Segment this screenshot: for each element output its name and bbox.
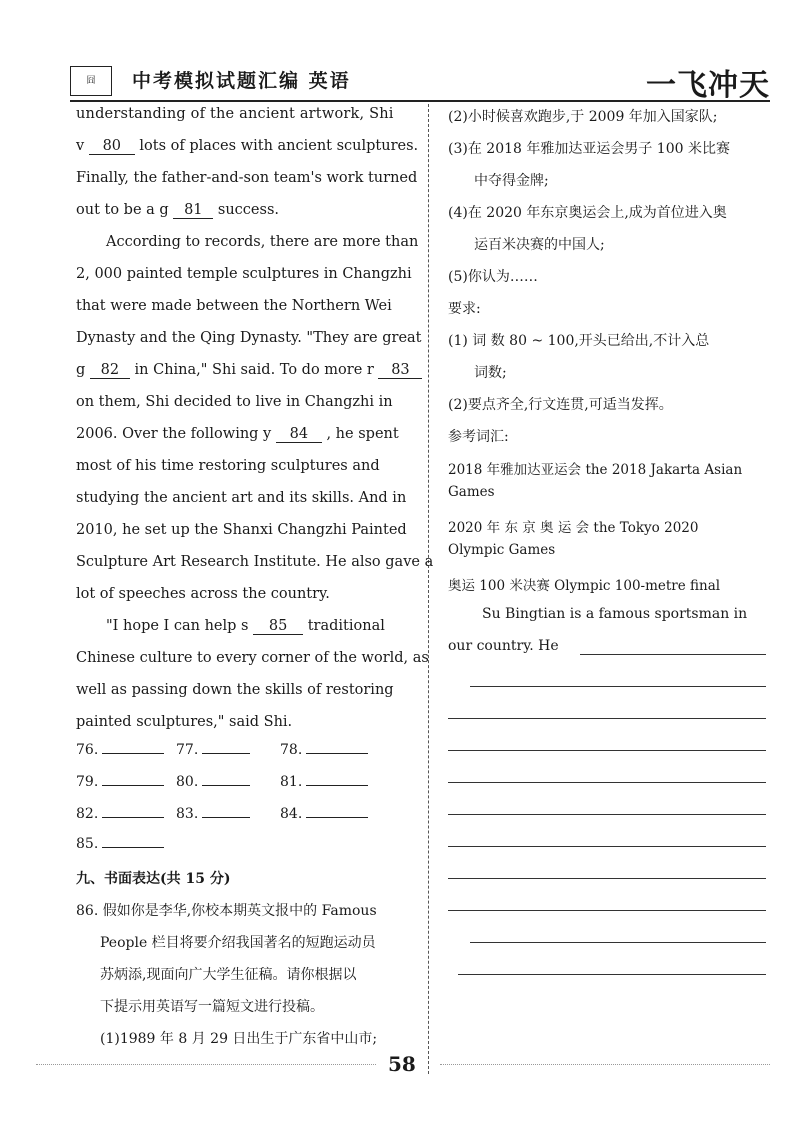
passage-line: Finally, the father-and-son team's work turned [76, 170, 418, 186]
answer-84[interactable]: 84. [280, 806, 368, 822]
passage-line: Chinese culture to every corner of the world, as [76, 650, 429, 666]
page-header [70, 60, 770, 103]
task-line: (1)1989 年 8 月 29 日出生于广东省中山市; [100, 1031, 378, 1047]
passage-line: studying the ancient art and its skills. And in [76, 490, 407, 506]
passage-line: most of his time restoring sculptures and [76, 458, 380, 474]
passage-line: g 82 in China," Shi said. To do more r 83 [76, 362, 422, 379]
task-line: 86. 假如你是李华,你校本期英文报中的 Famous [76, 903, 377, 919]
writing-line[interactable] [448, 846, 766, 847]
vocab-item: 2018 年雅加达亚运会 the 2018 Jakarta Asian [448, 462, 743, 478]
header-title: 中考模拟试题汇编 英语 [132, 70, 351, 92]
task-line: 苏炳添,现面向广大学生征稿。请你根据以 [100, 967, 357, 983]
blank-84[interactable]: 84 [276, 426, 322, 443]
blank-83[interactable]: 83 [378, 362, 422, 379]
answer-79[interactable]: 79. [76, 774, 164, 790]
blank-81[interactable]: 81 [173, 202, 213, 219]
passage-line: out to be a g 81 success. [76, 202, 280, 218]
answer-77[interactable]: 77. [176, 742, 250, 758]
passage-line: well as passing down the skills of restoring [76, 682, 394, 698]
header-rule [70, 100, 770, 102]
requirement: (1) 词 数 80 ~ 100,开头已给出,不计入总 [448, 333, 710, 349]
page-number: 58 [388, 1052, 416, 1076]
prompt-point: (5)你认为…… [448, 269, 538, 285]
writing-line[interactable] [448, 750, 766, 751]
writing-line[interactable] [470, 942, 766, 943]
writing-line[interactable] [448, 814, 766, 815]
prompt-point: 中夺得金牌; [474, 173, 549, 189]
requirement: (2)要点齐全,行文连贯,可适当发挥。 [448, 397, 673, 413]
footer-dots [440, 1064, 770, 1065]
writing-line[interactable] [448, 782, 766, 783]
blank-80[interactable]: 80 [89, 138, 135, 155]
blank-85[interactable]: 85 [253, 618, 303, 635]
essay-start: our country. He [448, 638, 559, 654]
passage-line: understanding of the ancient artwork, Shi [76, 106, 394, 122]
answer-83[interactable]: 83. [176, 806, 250, 822]
task-line: 下提示用英语写一篇短文进行投稿。 [100, 999, 324, 1015]
writing-line[interactable] [448, 878, 766, 879]
passage-line: According to records, there are more than [106, 234, 419, 250]
passage-line: v 80 lots of places with ancient sculptures. [76, 138, 419, 154]
prompt-point: (3)在 2018 年雅加达亚运会男子 100 米比赛 [448, 141, 730, 157]
blank-82[interactable]: 82 [90, 362, 130, 379]
vocab-item: 奥运 100 米决赛 Olympic 100-metre final [448, 578, 721, 594]
passage-line: "I hope I can help s 85 traditional [106, 618, 385, 634]
vocab-item: Games [448, 484, 495, 500]
passage-line: Dynasty and the Qing Dynasty. "They are great [76, 330, 422, 346]
passage-line: lot of speeches across the country. [76, 586, 330, 602]
answer-76[interactable]: 76. [76, 742, 164, 758]
answer-82[interactable]: 82. [76, 806, 164, 822]
passage-line: painted sculptures," said Shi. [76, 714, 293, 730]
prompt-point: 运百米决赛的中国人; [474, 237, 605, 253]
column-divider [428, 104, 429, 1074]
task-line: People 栏目将要介绍我国著名的短跑运动员 [100, 935, 376, 951]
brand-name: 一飞冲天 [646, 68, 770, 103]
passage-line: that were made between the Northern Wei [76, 298, 392, 314]
passage-line: 2006. Over the following y 84 , he spent [76, 426, 399, 442]
writing-line[interactable] [448, 910, 766, 911]
footer-dots [36, 1064, 376, 1065]
requirements-title: 要求: [448, 301, 481, 317]
writing-line[interactable] [448, 718, 766, 719]
passage-line: 2010, he set up the Shanxi Changzhi Painted [76, 522, 407, 538]
writing-line[interactable] [458, 974, 766, 975]
section-title: 九、书面表达(共 15 分) [76, 871, 231, 887]
answer-80[interactable]: 80. [176, 774, 250, 790]
vocab-item: Olympic Games [448, 542, 556, 558]
writing-line[interactable] [470, 686, 766, 687]
requirement: 词数; [474, 365, 507, 381]
essay-start: Su Bingtian is a famous sportsman in [482, 606, 748, 622]
prompt-point: (2)小时候喜欢跑步,于 2009 年加入国家队; [448, 109, 718, 125]
answer-78[interactable]: 78. [280, 742, 368, 758]
vocab-item: 2020 年 东 京 奥 运 会 the Tokyo 2020 [448, 520, 699, 536]
answer-81[interactable]: 81. [280, 774, 368, 790]
passage-line: Sculpture Art Research Institute. He also gave a [76, 554, 434, 570]
vocab-title: 参考词汇: [448, 429, 509, 445]
passage-line: on them, Shi decided to live in Changzhi in [76, 394, 393, 410]
answer-85[interactable]: 85. [76, 836, 164, 852]
prompt-point: (4)在 2020 年东京奥运会上,成为首位进入奥 [448, 205, 727, 221]
passage-line: 2, 000 painted temple sculptures in Changzhi [76, 266, 412, 282]
writing-line[interactable] [580, 654, 766, 655]
series-logo: 囧 [70, 66, 112, 96]
